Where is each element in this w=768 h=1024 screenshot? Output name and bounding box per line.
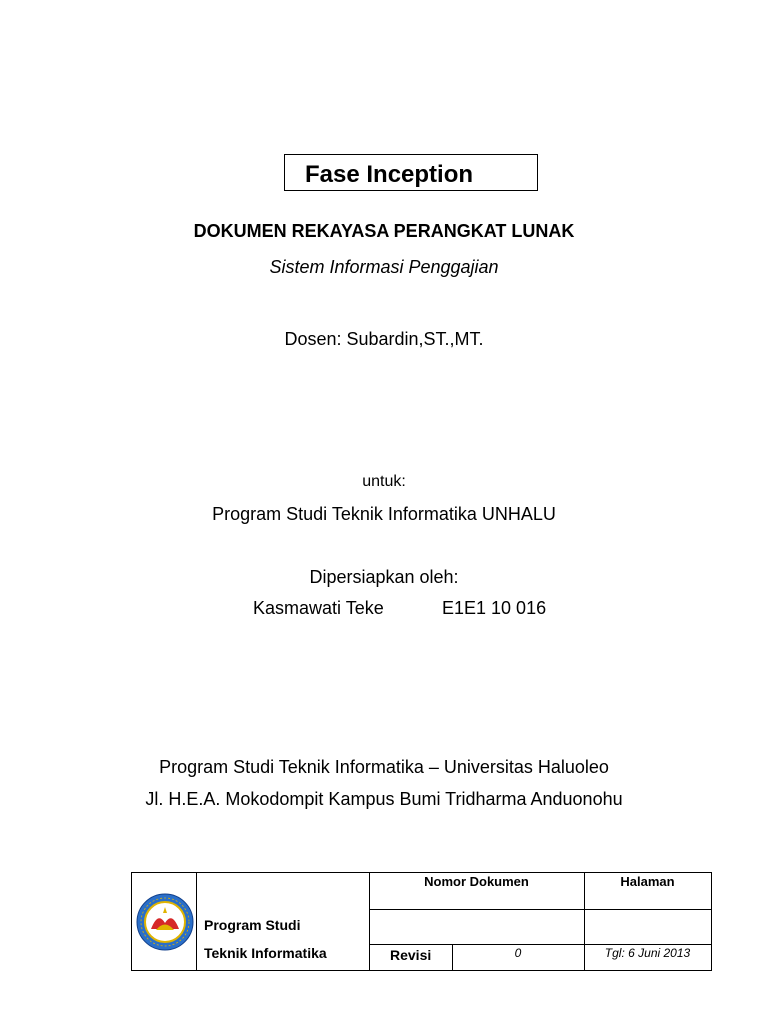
table-divider-logo <box>196 872 197 971</box>
table-border-right <box>711 872 712 971</box>
document-date: Tgl: 6 Juni 2013 <box>604 946 691 960</box>
table-border-bottom <box>131 970 712 971</box>
footer-address: Jl. H.E.A. Mokodompit Kampus Bumi Tridharma Anduonohu <box>145 789 623 809</box>
page-header: Halaman <box>620 874 675 889</box>
for-value: Program Studi Teknik Informatika UNHALU <box>212 504 556 524</box>
table-row-divider-1 <box>369 909 712 910</box>
for-label: untuk: <box>362 473 406 490</box>
table-border-top <box>131 872 712 873</box>
doc-number-header: Nomor Dokumen <box>424 874 529 889</box>
revision-value: 0 <box>514 946 522 960</box>
university-seal-icon <box>136 893 194 951</box>
table-border-left <box>131 872 132 971</box>
phase-title: Fase Inception <box>305 161 474 188</box>
preparer-id: E1E1 10 016 <box>442 598 547 618</box>
phase-title-box <box>284 154 538 191</box>
lecturer-line: Dosen: Subardin,ST.,MT. <box>284 329 484 349</box>
preparer-name: Kasmawati Teke <box>253 598 384 618</box>
program-line-1: Program Studi <box>204 917 301 933</box>
revision-label: Revisi <box>390 947 432 963</box>
table-row-divider-2 <box>369 944 712 945</box>
footer-institution: Program Studi Teknik Informatika – Universitas Haluoleo <box>159 757 609 777</box>
prepared-by-label: Dipersiapkan oleh: <box>309 567 459 587</box>
document-subtitle: Sistem Informasi Penggajian <box>269 257 499 277</box>
document-title: DOKUMEN REKAYASA PERANGKAT LUNAK <box>193 221 575 241</box>
program-line-2: Teknik Informatika <box>204 945 327 961</box>
